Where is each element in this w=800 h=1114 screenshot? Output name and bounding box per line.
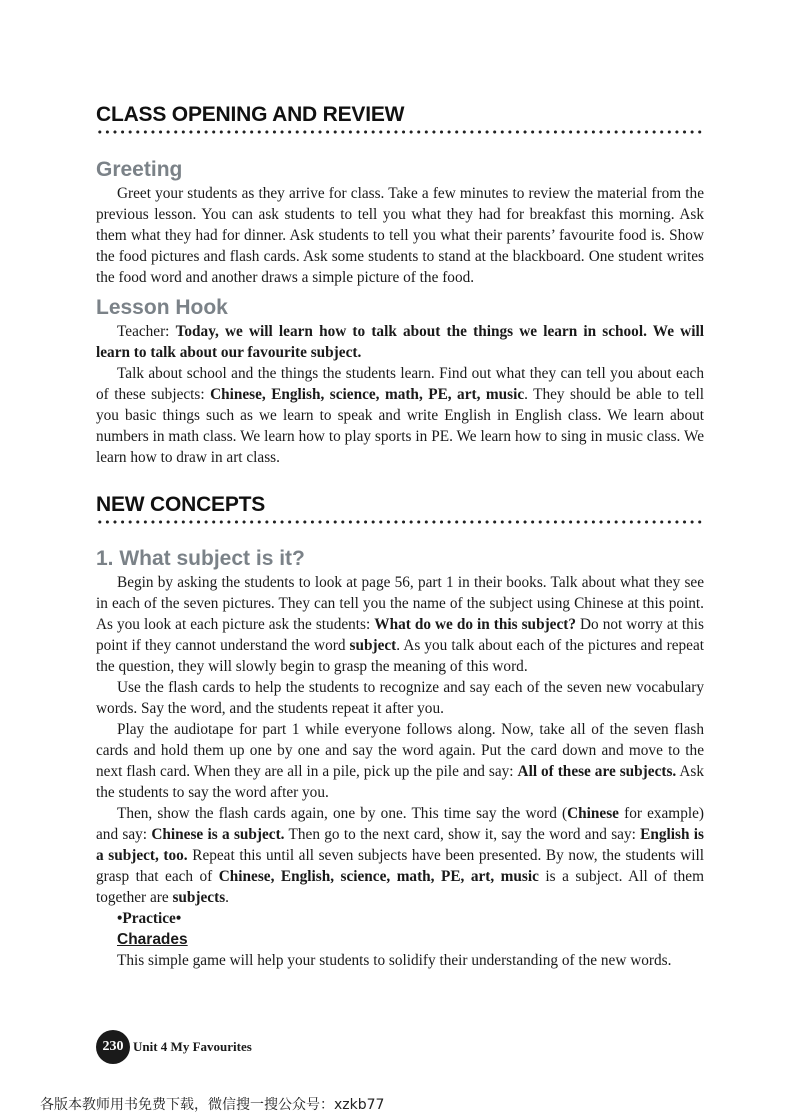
text-run: Talk about school and the things the students learn. Find out what they can tell you about each of these subjects: (96, 365, 704, 403)
dotted-divider (96, 519, 704, 525)
section-heading-class-opening: CLASS OPENING AND REVIEW (96, 103, 405, 126)
text-run: Do not worry at this point if they cannot understand the word (96, 616, 704, 654)
greeting-paragraph: Greet your students as they arrive for class. Take a few minutes to review the material from the previous lesson. You can ask students to tell you what they had for breakfast this morning. Ask them what they had for dinner. Ask students to tell you what their parents’ favourite food is. Show the food pictures and flash cards. Ask some students to stand at the blackboard. One student writes the food word and another draws a simple picture of the food. (96, 185, 704, 286)
text-run: . (225, 889, 229, 906)
text-run: Then go to the next card, show it, say the word and say: (284, 826, 641, 843)
text-run: . They should be able to tell you basic things such as we learn to speak and write English in English class. We learn about numbers in math class. We learn how to play sports in PE. We learn how to sing in music class. We learn how to draw in art class. (96, 386, 704, 466)
text-run: Play the audiotape for part 1 while everyone follows along. Now, take all of the seven flash cards and hold them up one by one and say the word again. Put the card down and move to the next flash card. When they are all in a pile, pick up the pile and say: (96, 721, 704, 780)
page-number-badge: 230 (96, 1030, 130, 1064)
bold-run: What do we do in this subject? (374, 616, 576, 633)
lesson-hook-paragraph (96, 363, 704, 468)
teacher-quote: Today, we will learn how to talk about the things we learn in school. We will learn to talk about our favourite subject. (96, 323, 704, 361)
subheading-what-subject: 1. What subject is it? (96, 547, 305, 570)
charades-heading: Charades (117, 931, 188, 948)
lesson-hook-teacher-paragraph (96, 321, 704, 363)
dotted-divider (96, 129, 704, 135)
page-content (96, 102, 704, 971)
bold-run: subjects (172, 889, 226, 906)
bold-run: All of these are subjects. (517, 763, 677, 780)
text-run: Repeat this until all seven subjects have been presented. By now, the students will grasp that each of (96, 847, 704, 885)
teacher-label: Teacher: (117, 323, 176, 340)
text-run: Begin by asking the students to look at page 56, part 1 in their books. Talk about what they see in each of the seven pictures. They can tell you the name of the subject using Chinese at this point. As you look at each picture ask the students: (96, 574, 704, 633)
unit-label: Unit 4 My Favourites (133, 1039, 252, 1054)
section-heading-new-concepts: NEW CONCEPTS (96, 493, 266, 516)
text-run: Then, show the flash cards again, one by one. This time say the word ( (117, 805, 568, 822)
text-run: . As you talk about each of the pictures and repeat the question, they will slowly begin to grasp the meaning of this word. (96, 637, 704, 675)
bold-run: Chinese is a subject. (151, 826, 285, 843)
subheading-lesson-hook: Lesson Hook (96, 296, 228, 319)
body-paragraph-4 (96, 803, 704, 908)
text-run: for example) and say: (96, 805, 704, 843)
bold-run: English is a subject, too. (96, 826, 704, 864)
charades-paragraph: This simple game will help your students to solidify their understanding of the new words. (117, 952, 672, 969)
practice-label: •Practice• (117, 910, 182, 927)
page-footer (96, 1030, 252, 1064)
bold-run: Chinese (567, 805, 619, 822)
subheading-greeting: Greeting (96, 158, 183, 181)
watermark-text: 各版本教师用书免费下载，微信搜一搜公众号：xzkb77 (40, 1097, 385, 1113)
body-paragraph-2: Use the flash cards to help the students to recognize and say each of the seven new vocabulary words. Say the word, and the students repeat it after you. (96, 679, 704, 717)
text-run: is a subject. All of them together are (96, 868, 704, 906)
body-paragraph-3 (96, 719, 704, 803)
bold-run: Chinese, English, science, math, PE, art, music (218, 868, 539, 885)
subjects-list: Chinese, English, science, math, PE, art, music (210, 386, 525, 403)
body-paragraph-1 (96, 572, 704, 677)
text-run: Ask the students to say the word after you. (96, 763, 704, 801)
bold-run: subject (349, 637, 397, 654)
